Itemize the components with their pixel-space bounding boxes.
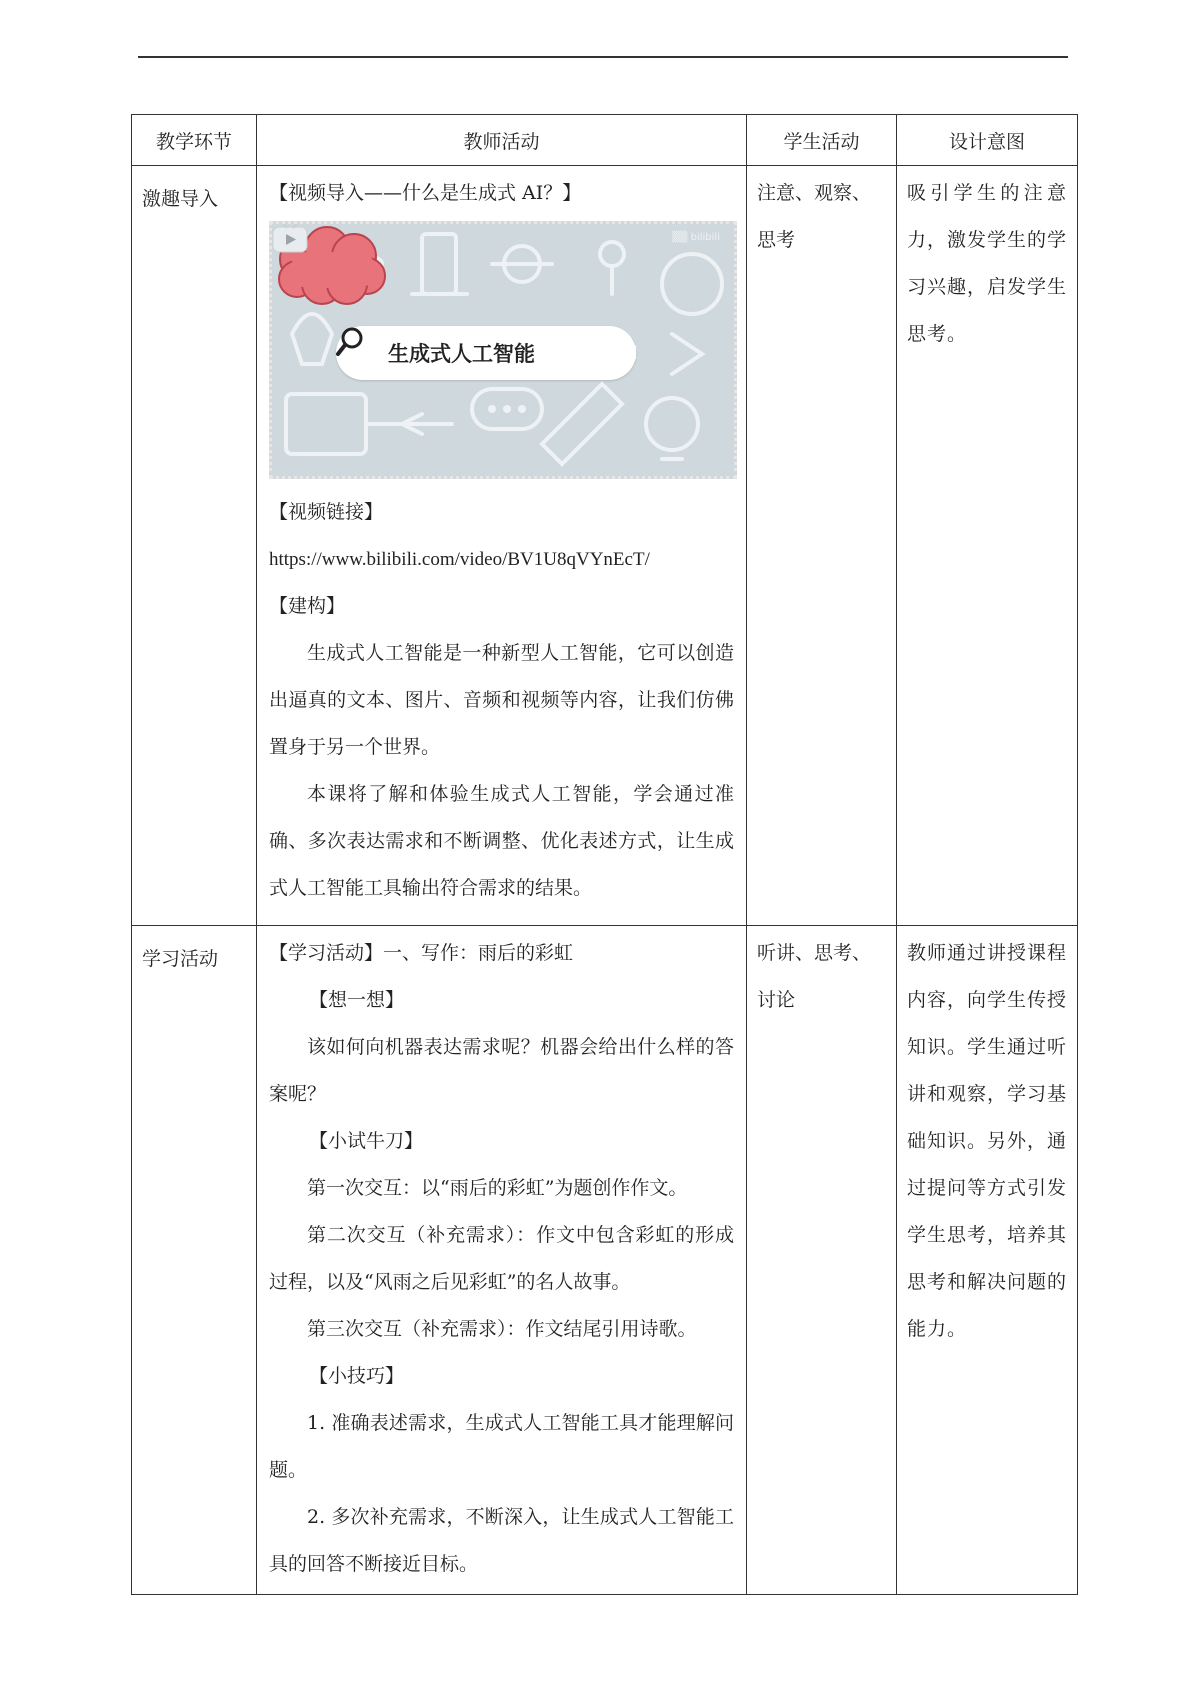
- play-icon[interactable]: [272, 224, 308, 254]
- magnifier-icon: [336, 326, 366, 358]
- construct-paragraph-2: 本课将了解和体验生成式人工智能，学会通过准确、多次表达需求和不断调整、优化表述方式，让生成式人工智能工具输出符合需求的结果。: [269, 783, 734, 899]
- activity-heading: 【学习活动】一、写作：雨后的彩虹: [269, 942, 574, 964]
- thumbnail-badge: GenAI: [574, 342, 638, 364]
- try-heading: 【小试牛刀】: [309, 1130, 424, 1152]
- stage-cell: 学习活动: [132, 926, 257, 1595]
- header-rule: [138, 56, 1068, 58]
- header-design-intent: 设计意图: [897, 115, 1078, 166]
- teacher-activity-cell: [257, 166, 747, 926]
- table-header-row: [132, 115, 1078, 166]
- design-intent-cell: 教师通过讲授课程内容，向学生传授知识。学生通过听讲和观察，学习基础知识。另外，通过提问等方式引发学生思考，培养其思考和解决问题的能力。: [897, 926, 1078, 1595]
- interaction-step-3: 第三次交互（补充需求）：作文结尾引用诗歌。: [307, 1318, 697, 1340]
- design-intent-cell: 吸引学生的注意力，激发学生的学习兴趣，启发学生思考。: [897, 166, 1078, 926]
- student-activity-cell: 注意、观察、思考: [747, 166, 897, 926]
- tip-2: 2. 多次补充需求，不断深入，让生成式人工智能工具的回答不断接近目标。: [269, 1506, 734, 1575]
- stage-cell: 激趣导入: [132, 166, 257, 926]
- video-thumbnail[interactable]: [269, 221, 737, 479]
- header-stage: 教学环节: [132, 115, 257, 166]
- table-row: [132, 166, 1078, 926]
- lesson-plan-table: [131, 114, 1078, 1595]
- interaction-step-2: 第二次交互（补充需求）：作文中包含彩虹的形成过程，以及“风雨之后见彩虹”的名人故事。: [269, 1224, 734, 1293]
- header-teacher-activity: 教师活动: [257, 115, 747, 166]
- link-heading: 【视频链接】: [269, 501, 384, 523]
- construct-paragraph-1: 生成式人工智能是一种新型人工智能，它可以创造出逼真的文本、图片、音频和视频等内容，让我们仿佛置身于另一个世界。: [269, 642, 734, 758]
- table-row: [132, 926, 1078, 1595]
- watermark: ▒▒ bilibili: [672, 232, 720, 243]
- interaction-step-1: 第一次交互：以“雨后的彩虹”为题创作作文。: [307, 1177, 688, 1199]
- think-heading: 【想一想】: [309, 989, 405, 1011]
- tip-1: 1. 准确表述需求，生成式人工智能工具才能理解问题。: [269, 1412, 734, 1481]
- think-text: 该如何向机器表达需求呢？机器会给出什么样的答案呢？: [269, 1036, 734, 1105]
- video-title: 【视频导入——什么是生成式 AI？】: [269, 182, 582, 204]
- student-activity-cell: 听讲、思考、讨论: [747, 926, 897, 1595]
- header-student-activity: 学生活动: [747, 115, 897, 166]
- teacher-activity-cell: [257, 926, 747, 1595]
- construct-heading: 【建构】: [269, 595, 346, 617]
- thumbnail-title: 生成式人工智能: [388, 342, 535, 366]
- video-link[interactable]: https://www.bilibili.com/video/BV1U8qVYnEcT/: [269, 549, 650, 570]
- tips-heading: 【小技巧】: [309, 1365, 405, 1387]
